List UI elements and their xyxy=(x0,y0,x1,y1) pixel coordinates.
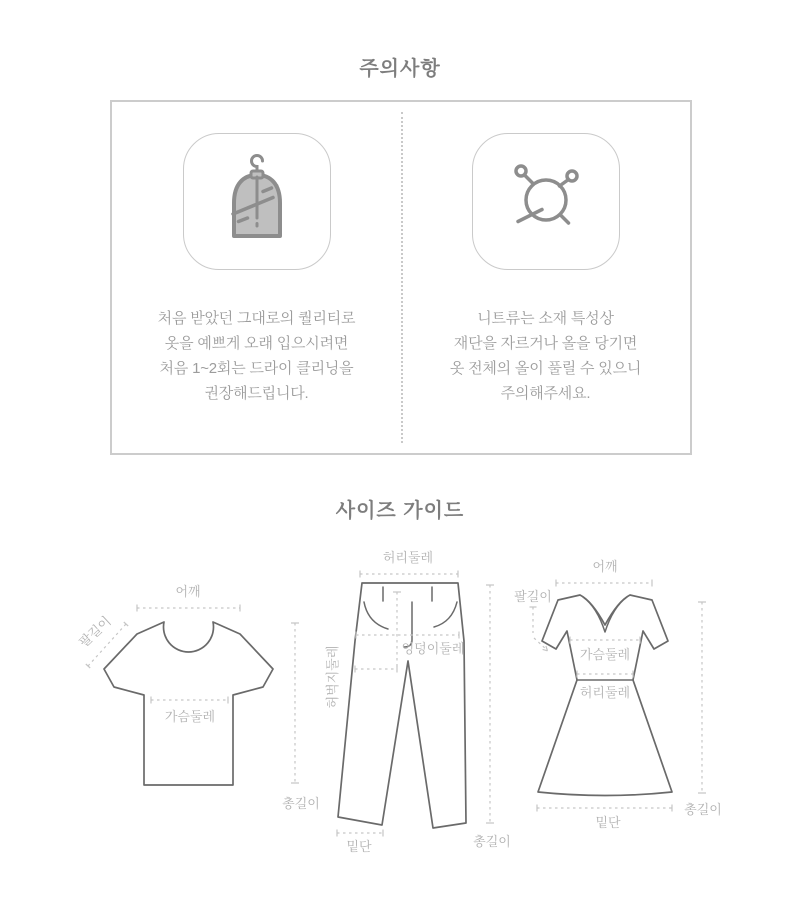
dress-arm-label: 팔길이 xyxy=(514,589,552,604)
tshirt-diagram xyxy=(76,584,320,811)
pants-length-label: 총길이 xyxy=(473,834,511,849)
pants-hip-ticks xyxy=(356,632,459,639)
care-column-knit xyxy=(401,102,690,453)
care-text-line: 옷을 예쁘게 오래 입으시려면 xyxy=(164,335,349,352)
pants-hip-label: 엉덩이둘레 xyxy=(401,641,465,656)
pants-belt-loops xyxy=(383,587,432,601)
care-text-dry-cleaning xyxy=(158,306,356,406)
care-column-dry-cleaning xyxy=(112,102,401,453)
care-text-line: 니트류는 소재 특성상 xyxy=(477,310,614,327)
pants-pockets xyxy=(364,602,457,629)
size-guide-canvas xyxy=(0,545,800,907)
care-text-line: 옷 전체의 올이 풀릴 수 있으니 xyxy=(449,360,642,377)
tshirt-arm-label: 팔길이 xyxy=(76,613,114,651)
pants-hem-label: 밑단 xyxy=(346,839,372,854)
dress-arm-ticks xyxy=(530,607,548,651)
tshirt-shoulder-label: 어깨 xyxy=(175,584,201,599)
tshirt-chest-label: 가슴둘레 xyxy=(164,709,216,724)
care-text-knit xyxy=(450,306,641,406)
yarn-ball-graphic xyxy=(494,150,598,254)
dress-diagram xyxy=(514,559,722,830)
care-divider xyxy=(401,112,403,443)
care-text-line: 주의해주세요. xyxy=(500,385,591,402)
tshirt-shoulder-ticks xyxy=(137,605,240,612)
care-box xyxy=(110,100,692,455)
size-guide-title: 사이즈 가이드 xyxy=(335,500,465,522)
dress-length-label: 총길이 xyxy=(684,802,722,817)
pants-thigh-label: 허벅지둘레 xyxy=(325,645,340,709)
pants-waist-label: 허리둘레 xyxy=(382,550,434,565)
pants-length-ticks xyxy=(486,585,494,823)
pants-diagram xyxy=(325,550,511,854)
dress-shoulder-label: 어깨 xyxy=(592,559,618,574)
dress-collar-inner xyxy=(583,597,627,632)
care-text-line: 권장해드립니다. xyxy=(204,385,309,402)
yarn-ball-needles-icon xyxy=(472,133,620,270)
dress-chest-label: 가슴둘레 xyxy=(579,647,631,662)
care-section-title: 주의사항 xyxy=(359,58,441,80)
garment-bag-icon xyxy=(183,133,331,270)
care-text-line: 재단을 자르거나 올을 당기면 xyxy=(453,335,638,352)
tshirt-outline xyxy=(104,622,273,785)
tshirt-length-label: 총길이 xyxy=(282,796,320,811)
garment-bag-graphic xyxy=(205,150,309,254)
care-text-line: 처음 받았던 그대로의 퀄리티로 xyxy=(157,310,356,327)
dress-hem-label: 밑단 xyxy=(595,815,621,830)
care-text-line: 처음 1~2회는 드라이 클리닝을 xyxy=(159,360,354,377)
dress-waist-label: 허리둘레 xyxy=(579,685,631,700)
dress-chest-ticks xyxy=(570,637,640,644)
